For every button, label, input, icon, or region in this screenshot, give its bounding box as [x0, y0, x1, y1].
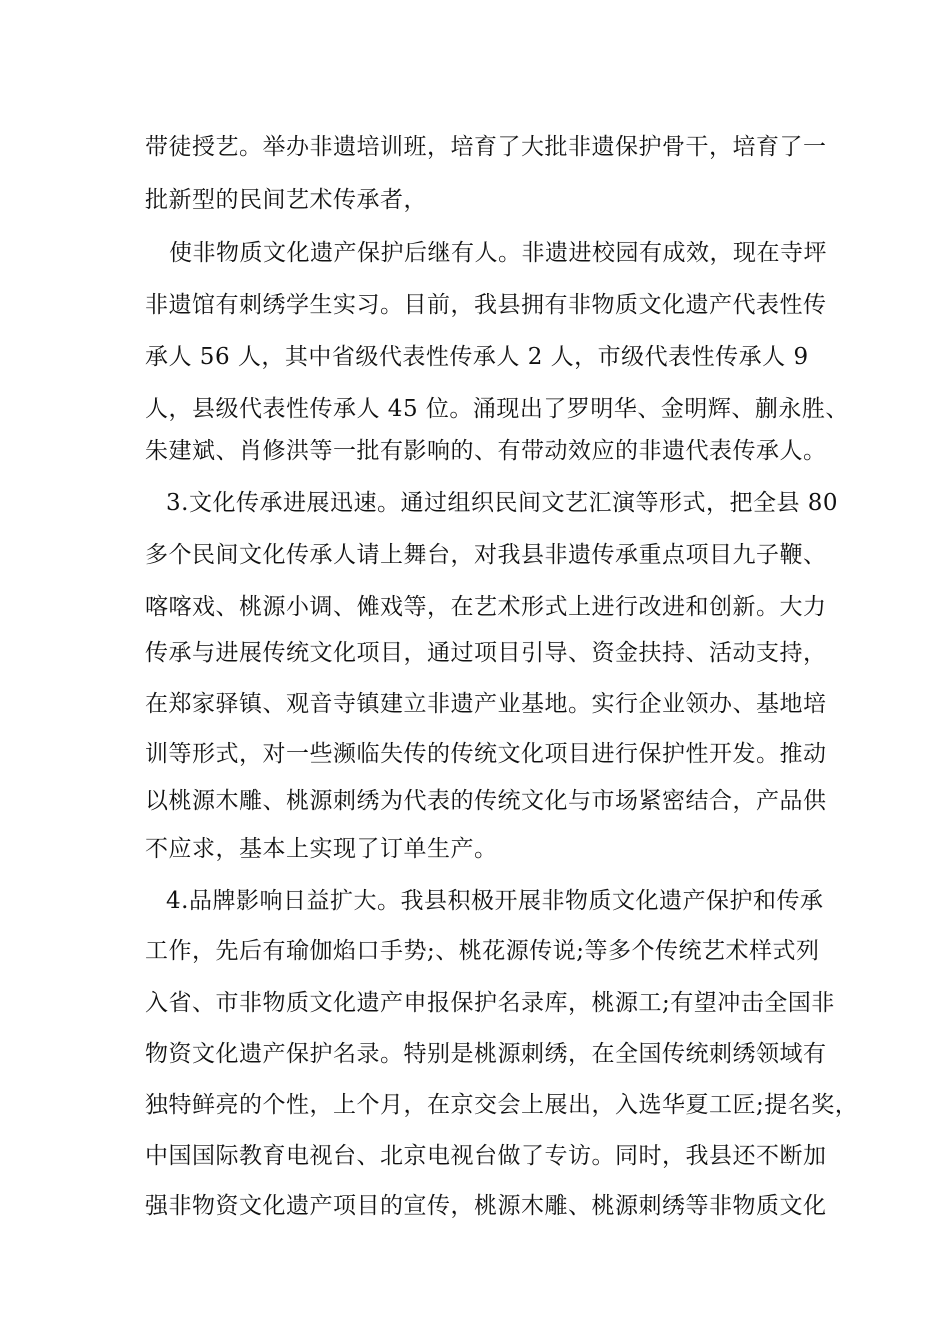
text-line: 入省、市非物质文化遗产申报保护名录库，桃源工;有望冲击全国非: [145, 990, 835, 1016]
text-line: 多个民间文化传承人请上舞台，对我县非遗传承重点项目九子鞭、: [145, 542, 827, 568]
text-line: 工作，先后有瑜伽焰口手势;、桃花源传说;等多个传统艺术样式列: [145, 938, 820, 964]
text-line: 非遗馆有刺绣学生实习。目前，我县拥有非物质文化遗产代表性传: [145, 292, 827, 318]
text-line: 使非物质文化遗产保护后继有人。非遗进校园有成效，现在寺坪: [169, 240, 827, 266]
text-line: 朱建斌、肖修洪等一批有影响的、有带动效应的非遗代表传承人。: [145, 438, 827, 464]
text-line: 不应求，基本上实现了订单生产。: [145, 836, 498, 862]
text-line: 中国国际教育电视台、北京电视台做了专访。同时，我县还不断加: [145, 1143, 827, 1169]
text-line: 强非物资文化遗产项目的宣传，桃源木雕、桃源刺绣等非物质文化: [145, 1193, 827, 1219]
text-line: 物资文化遗产保护名录。特别是桃源刺绣，在全国传统刺绣领域有: [145, 1041, 827, 1067]
text-line: 在郑家驿镇、观音寺镇建立非遗产业基地。实行企业领办、基地培: [145, 691, 827, 717]
text-line: 训等形式，对一些濒临失传的传统文化项目进行保护性开发。推动: [145, 741, 827, 767]
text-line: 批新型的民间艺术传承者，: [145, 187, 427, 213]
text-line: 以桃源木雕、桃源刺绣为代表的传统文化与市场紧密结合，产品供: [145, 788, 827, 814]
text-line: 喀喀戏、桃源小调、傩戏等，在艺术形式上进行改进和创新。大力: [145, 594, 827, 620]
text-line: 独特鲜亮的个性，上个月，在京交会上展出，入选华夏工匠;提名奖，: [145, 1092, 859, 1118]
text-line: 人，县级代表性传承人 45 位。涌现出了罗明华、金明辉、蒯永胜、: [145, 396, 849, 422]
text-line: 3.文化传承进展迅速。通过组织民间文艺汇演等形式，把全县 80: [166, 490, 839, 516]
text-line: 传承与进展传统文化项目，通过项目引导、资金扶持、活动支持，: [145, 640, 827, 666]
text-line: 带徒授艺。举办非遗培训班，培育了大批非遗保护骨干，培育了一: [145, 134, 827, 160]
text-line: 4.品牌影响日益扩大。我县积极开展非物质文化遗产保护和传承: [166, 888, 824, 914]
text-line: 承人 56 人，其中省级代表性传承人 2 人，市级代表性传承人 9: [145, 344, 809, 370]
